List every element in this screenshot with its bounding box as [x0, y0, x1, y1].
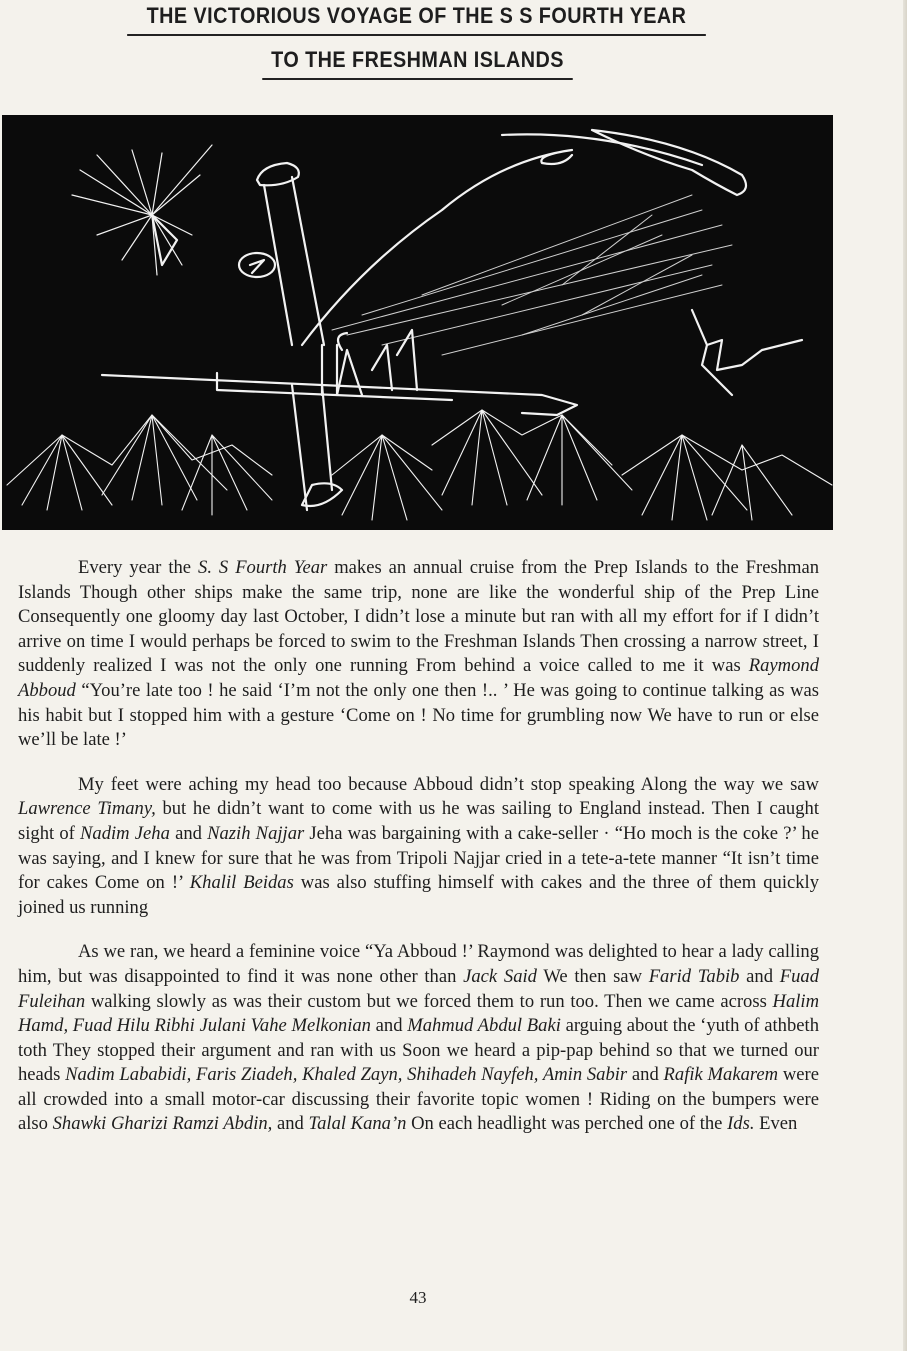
text-run: and [370, 1015, 408, 1037]
name-italic: Fuad Fuleihan [18, 965, 819, 1012]
text-run: walking slowly as was their custom but we forced them to run too. Then we came across [85, 990, 773, 1012]
story-paragraph-2 [18, 773, 819, 921]
name-italic: Rafik Makarem [663, 1064, 779, 1086]
text-run: and [169, 822, 208, 844]
name-italic: Mahmud Abdul Baki [407, 1015, 561, 1037]
text-run: and [627, 1064, 664, 1086]
name-italic: Lawrence Timany, [18, 798, 156, 820]
text-run: Even [754, 1113, 798, 1135]
name-italic: Khalil Beidas [189, 872, 294, 894]
text-run: Every year the [78, 557, 199, 578]
text-run: “You’re late too ! he said ‘I’m not the only one then !.. ’ He was going to continue talking as was his habit but I stopped him with a gesture ‘Come on ! No time for grumbling now We have to run or else we’ll be late !’ [18, 679, 819, 751]
story-paragraph-1 [18, 556, 819, 753]
name-italic: Shawki Gharizi Ramzi Abdin, [52, 1113, 273, 1135]
name-italic: Nadim Lababidi, Faris Ziadeh, Khaled Zayn, Shihadeh Nayfeh, Amin Sabir [65, 1064, 628, 1086]
text-run: was also stuffing himself with cakes and the three of them quickly joined us running [18, 872, 819, 918]
text-run: We then saw [536, 965, 649, 987]
text-run: arguing about the ‘yuth of athbeth toth They stopped their argument and ran with us Soon we heard a pip-pap behind so that we turned our heads [18, 1015, 819, 1086]
text-run: and [739, 965, 780, 987]
text-run: My feet were aching my head too because Abboud didn’t stop speaking Along the way we saw [78, 773, 819, 795]
title-line-1: THE VICTORIOUS VOYAGE OF THE S S FOURTH YEAR [127, 2, 706, 36]
text-run: On each headlight was perched one of the [406, 1113, 728, 1135]
text-run: and [272, 1113, 309, 1135]
name-italic: Ids. [727, 1113, 755, 1135]
name-italic: Halim Hamd, Fuad Hilu Ribhi Julani Vahe Melkonian [18, 990, 819, 1037]
name-italic: S. S Fourth Year [198, 557, 328, 578]
name-italic: Nazih Najjar [207, 822, 305, 844]
text-run: were all crowded into a small motor-car discussing their favorite topic women ! Riding on the bumpers were also [18, 1064, 819, 1135]
text-run: Jeha was bargaining with a cake-seller · “Ho moch is the coke ?’ he was saying, and I knew for sure that he was from Tripoli Najjar cried in a tete-a-tete manner “It isn’t time for cakes Come on !’ [18, 822, 819, 894]
name-italic: Talal Kana’n [308, 1113, 407, 1135]
name-italic: Farid Tabib [648, 965, 740, 987]
story-paragraph-3 [18, 940, 819, 1137]
ship-illustration [2, 115, 833, 530]
page-number: 43 [409, 1288, 427, 1307]
page-edge [903, 0, 907, 1351]
story-text [18, 556, 819, 1137]
text-run: makes an annual cruise from the Prep Islands to the Freshman Islands Though other ships make the same trip, none are like the wonderful ship of the Prep Line Consequently one gloomy day last October, I didn’t lose a minute but ran with all my effort for if I didn’t arrive on time I would perhaps be forced to swim to the Freshman Islands Then crossing a narrow street, I suddenly realized I was not the only one running From behind a voice called to me it was [18, 557, 819, 677]
text-run: As we ran, we heard a feminine voice “Ya Abboud !’ Raymond was delighted to hear a lady calling him, but was disappointed to find it was none other than [18, 941, 819, 987]
name-italic: Jack Said [463, 965, 537, 987]
name-italic: Raymond Abboud [18, 655, 819, 701]
name-italic: Nadim Jeha [80, 822, 170, 844]
text-run: but he didn’t want to come with us he was sailing to England instead. Then I caught sight of [18, 798, 819, 844]
ship-drawing [2, 115, 833, 530]
title-line-2: TO THE FRESHMAN ISLANDS [262, 46, 573, 80]
starburst-lines [72, 145, 212, 275]
